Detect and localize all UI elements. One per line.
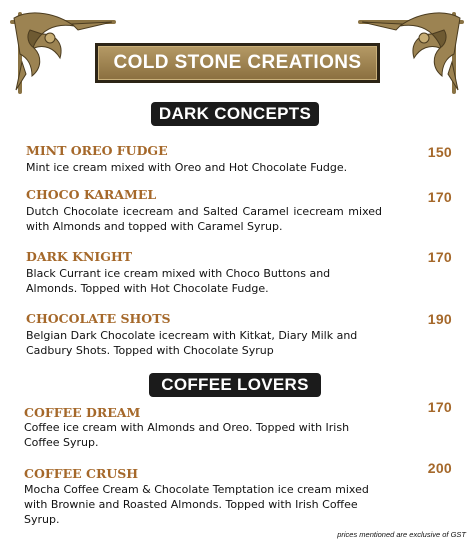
item-price: 170 [427, 399, 452, 415]
section-heading-coffee-lovers: COFFEE LOVERS [149, 373, 321, 397]
item-price: 190 [427, 311, 452, 327]
item-name: COFFEE DREAM [24, 405, 141, 420]
item-description: Mint ice cream mixed with Oreo and Hot Chocolate Fudge. [26, 161, 348, 174]
item-description: Belgian Dark Chocolate icecream with Kitkat, Diary Milk and Cadbury Shots. Topped with Chocolate Syrup [26, 329, 358, 357]
item-price: 170 [427, 189, 452, 205]
menu-title-banner: COLD STONE CREATIONS [95, 43, 380, 83]
item-description: Dutch Chocolate icecream and Salted Caramel icecream mixed with Almonds and topped with Caramel Syrup. [26, 205, 382, 233]
section-heading-dark-concepts: DARK CONCEPTS [151, 102, 319, 126]
item-price: 150 [427, 144, 452, 160]
item-name: COFFEE CRUSH [24, 466, 139, 481]
item-description: Mocha Coffee Cream & Chocolate Temptation ice cream mixed with Brownie and Roasted Almonds. Topped with Irish Coffee Syrup. [24, 483, 369, 526]
item-name: MINT OREO FUDGE [26, 143, 168, 158]
item-price: 170 [427, 249, 452, 265]
item-price: 200 [427, 460, 452, 476]
gst-footnote: prices mentioned are exclusive of GST [337, 530, 466, 539]
item-description: Black Currant ice cream mixed with Choco Buttons and Almonds. Topped with Hot Chocolate Fudge. [26, 267, 331, 295]
item-name: CHOCO KARAMEL [26, 187, 157, 202]
item-name: CHOCOLATE SHOTS [26, 311, 171, 326]
item-name: DARK KNIGHT [26, 249, 133, 264]
item-description: Coffee ice cream with Almonds and Oreo. Topped with Irish Coffee Syrup. [24, 421, 350, 449]
